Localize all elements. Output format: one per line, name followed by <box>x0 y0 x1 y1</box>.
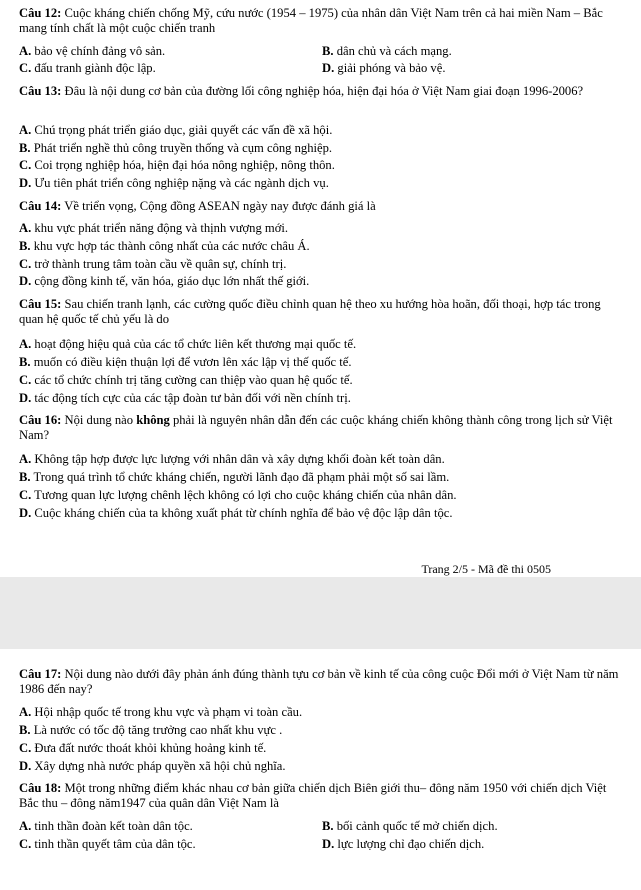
question-number: Câu 12: <box>19 6 62 20</box>
option-text: Hội nhập quốc tế trong khu vực và phạm vi toàn cầu. <box>31 705 303 719</box>
q17-option-d[interactable] <box>19 759 286 774</box>
question-number: Câu 15: <box>19 297 62 311</box>
option-letter: A. <box>19 44 32 58</box>
option-letter: B. <box>19 723 31 737</box>
question-text: Nội dung nào dưới đây phản ánh đúng thành tựu cơ bản về kinh tế của công cuộc Đổi mới ở Việt Nam từ năm 1986 đến nay? <box>19 667 619 696</box>
q15-option-c[interactable] <box>19 373 353 388</box>
q16-option-a[interactable] <box>19 452 445 467</box>
option-text: lực lượng chỉ đạo chiến dịch. <box>334 837 485 851</box>
option-letter: C. <box>19 488 32 502</box>
option-letter: D. <box>19 176 32 190</box>
option-letter: D. <box>322 61 335 75</box>
question-number: Câu 14: <box>19 199 62 213</box>
question-13-stem <box>19 84 625 99</box>
option-letter: A. <box>19 705 32 719</box>
q17-option-b[interactable] <box>19 723 282 738</box>
q15-option-d[interactable] <box>19 391 351 406</box>
q13-option-c[interactable] <box>19 158 335 173</box>
option-text: giải phóng và bảo vệ. <box>334 61 446 75</box>
q12-option-c[interactable] <box>19 61 156 76</box>
option-letter: A. <box>19 221 32 235</box>
option-text: Không tập hợp được lực lượng với nhân dân và xây dựng khối đoàn kết toàn dân. <box>31 452 445 466</box>
negation-word: không <box>136 413 170 427</box>
question-text: Sau chiến tranh lạnh, các cường quốc điều chỉnh quan hệ theo xu hướng hòa hoãn, đối thoại, hợp tác trong quan hệ quốc tế chủ yếu là do <box>19 297 601 326</box>
option-letter: C. <box>19 257 32 271</box>
option-letter: D. <box>19 506 32 520</box>
option-text: cộng đồng kinh tế, văn hóa, giáo dục lớn nhất thế giới. <box>31 274 310 288</box>
option-text: Ưu tiên phát triển công nghiệp nặng và các ngành dịch vụ. <box>31 176 329 190</box>
q14-option-b[interactable] <box>19 239 310 254</box>
option-text: khu vực phát triển năng động và thịnh vượng mới. <box>31 221 289 235</box>
q12-option-b[interactable] <box>322 44 452 59</box>
question-number: Câu 18: <box>19 781 62 795</box>
option-letter: B. <box>19 239 31 253</box>
option-text: Đưa đất nước thoát khỏi khủng hoảng kinh tế. <box>31 741 267 755</box>
question-number: Câu 13: <box>19 84 62 98</box>
option-letter: A. <box>19 819 32 833</box>
option-letter: C. <box>19 373 32 387</box>
option-text: trở thành trung tâm toàn cầu về quân sự, chính trị. <box>31 257 287 271</box>
q18-option-b[interactable] <box>322 819 498 834</box>
question-15-stem <box>19 297 625 327</box>
q12-option-a[interactable] <box>19 44 165 59</box>
q13-option-b[interactable] <box>19 141 332 156</box>
question-text-cont: phải là nguyên nhân dẫn đến các cuộc kháng chiến không thành công trong lịch sử Việt Nam? <box>19 413 613 442</box>
q18-option-c[interactable] <box>19 837 196 852</box>
option-letter: C. <box>19 61 32 75</box>
question-text: Đâu là nội dung cơ bản của đường lối công nghiệp hóa, hiện đại hóa ở Việt Nam giai đoạn 1996-2006? <box>61 84 584 98</box>
option-letter: A. <box>19 337 32 351</box>
option-text: tinh thần quyết tâm của dân tộc. <box>31 837 196 851</box>
option-text: Phát triển nghề thủ công truyền thống và cụm công nghiệp. <box>30 141 333 155</box>
option-letter: D. <box>19 391 32 405</box>
question-14-stem <box>19 199 625 214</box>
question-number: Câu 17: <box>19 667 62 681</box>
option-letter: A. <box>19 452 32 466</box>
option-letter: B. <box>19 141 31 155</box>
q14-option-d[interactable] <box>19 274 309 289</box>
q15-option-b[interactable] <box>19 355 351 370</box>
question-18-stem <box>19 781 625 811</box>
q16-option-b[interactable] <box>19 470 449 485</box>
option-text: muốn có điều kiện thuận lợi để vươn lên xác lập vị thế quốc tế. <box>30 355 352 369</box>
q12-option-d[interactable] <box>322 61 445 76</box>
option-text: tác động tích cực của các tập đoàn tư bản đối với nền chính trị. <box>31 391 351 405</box>
option-letter: D. <box>322 837 335 851</box>
option-text: Là nước có tốc độ tăng trưởng cao nhất khu vực . <box>30 723 283 737</box>
q17-option-a[interactable] <box>19 705 302 720</box>
q18-option-a[interactable] <box>19 819 193 834</box>
option-text: bảo vệ chính đảng vô sản. <box>31 44 166 58</box>
q15-option-a[interactable] <box>19 337 356 352</box>
option-letter: B. <box>322 44 334 58</box>
question-text: Một trong những điểm khác nhau cơ bản giữa chiến dịch Biên giới thu– đông năm 1950 với chiến dịch Việt Bắc thu – đông năm1947 của quân dân Việt Nam là <box>19 781 607 810</box>
page-separator <box>0 577 641 649</box>
option-letter: C. <box>19 158 32 172</box>
option-letter: B. <box>19 470 31 484</box>
option-text: hoạt động hiệu quả của các tổ chức liên kết thương mại quốc tế. <box>31 337 357 351</box>
q13-option-a[interactable] <box>19 123 332 138</box>
option-letter: B. <box>322 819 334 833</box>
option-text: bối cảnh quốc tế mở chiến dịch. <box>333 819 498 833</box>
option-text: đấu tranh giành độc lập. <box>31 61 156 75</box>
exam-page-3 <box>0 649 641 890</box>
page-footer: Trang 2/5 - Mã đề thi 0505 <box>421 562 551 576</box>
q13-option-d[interactable] <box>19 176 329 191</box>
question-number: Câu 16: <box>19 413 62 427</box>
q18-option-d[interactable] <box>322 837 484 852</box>
q14-option-c[interactable] <box>19 257 286 272</box>
question-12-stem <box>19 6 625 36</box>
option-text: các tổ chức chính trị tăng cường can thiệp vào quan hệ quốc tế. <box>31 373 353 387</box>
option-letter: B. <box>19 355 31 369</box>
option-letter: C. <box>19 741 32 755</box>
option-text: Coi trọng nghiệp hóa, hiện đại hóa nông nghiệp, nông thôn. <box>31 158 335 172</box>
option-text: dân chủ và cách mạng. <box>333 44 452 58</box>
question-text: Về triển vọng, Cộng đồng ASEAN ngày nay được đánh giá là <box>61 199 376 213</box>
question-16-stem <box>19 413 625 443</box>
option-text: khu vực hợp tác thành công nhất của các nước châu Á. <box>30 239 310 253</box>
option-text: Chú trọng phát triển giáo dục, giải quyết các vấn đề xã hội. <box>31 123 333 137</box>
option-text: Tương quan lực lượng chênh lệch không có lợi cho cuộc kháng chiến của nhân dân. <box>31 488 457 502</box>
option-text: Trong quá trình tổ chức kháng chiến, người lãnh đạo đã phạm phải một số sai lầm. <box>30 470 450 484</box>
q16-option-d[interactable] <box>19 506 453 521</box>
question-text: Nội dung nào <box>61 413 137 427</box>
question-17-stem <box>19 667 625 697</box>
option-letter: D. <box>19 759 32 773</box>
option-letter: A. <box>19 123 32 137</box>
question-text: Cuộc kháng chiến chống Mỹ, cứu nước (1954 – 1975) của nhân dân Việt Nam trên cả hai miền Nam – Bắc mang tính chất là một cuộc chiến tranh <box>19 6 603 35</box>
option-text: Xây dựng nhà nước pháp quyền xã hội chủ nghĩa. <box>31 759 286 773</box>
option-text: tinh thần đoàn kết toàn dân tộc. <box>31 819 193 833</box>
q16-option-c[interactable] <box>19 488 457 503</box>
q17-option-c[interactable] <box>19 741 266 756</box>
option-text: Cuộc kháng chiến của ta không xuất phát từ chính nghĩa để bảo vệ độc lập dân tộc. <box>31 506 453 520</box>
q14-option-a[interactable] <box>19 221 288 236</box>
option-letter: C. <box>19 837 32 851</box>
option-letter: D. <box>19 274 32 288</box>
